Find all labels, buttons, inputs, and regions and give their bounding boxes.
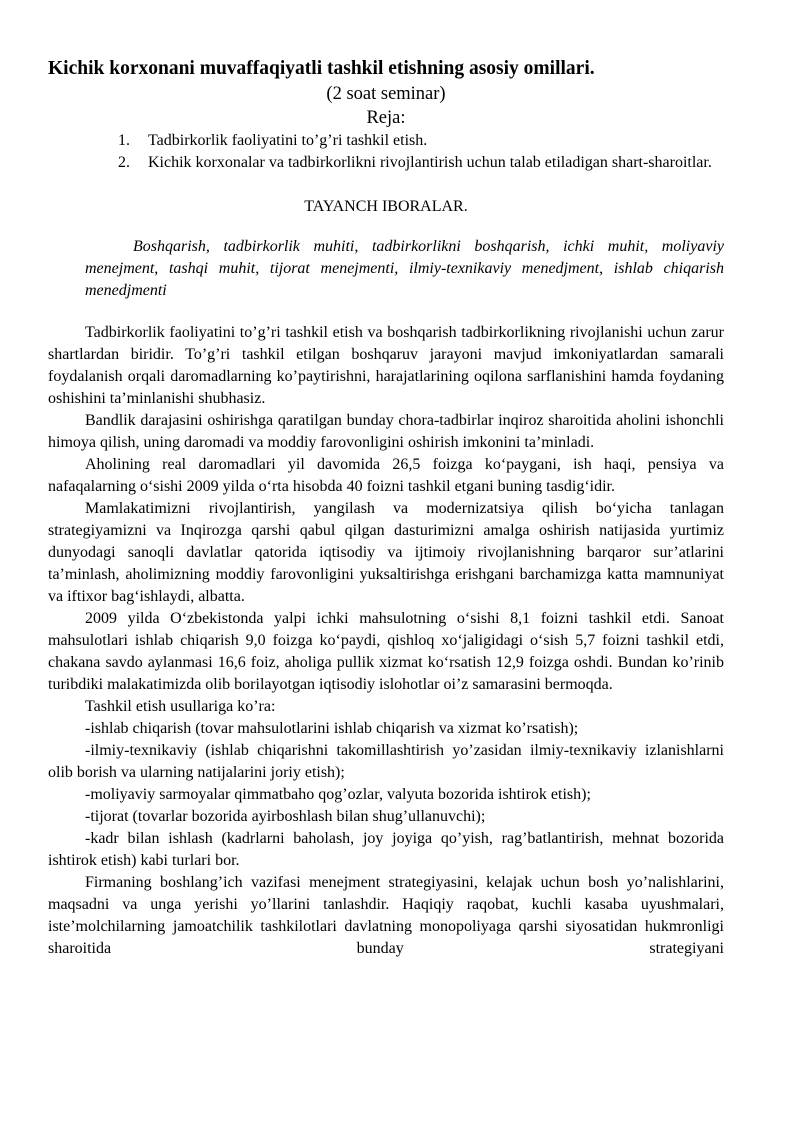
plan-item-number: 2.	[118, 154, 130, 171]
document-subtitle: (2 soat seminar)	[326, 84, 446, 104]
paragraph: 2009 yilda O‘zbekistonda yalpi ichki mahsulotning o‘sishi 8,1 foizni tashkil etdi. Sanoat mahsulotlari ishlab chiqarish 9,0 foizga ko‘paydi, qishloq xo‘jaligidagi o‘sish 5,7 foizni tashkil etdi, chakana savdo aylanmasi 16,6 foiz, aholiga pullik xizmat ko‘rsatish 12,9 foizga oshdi. Bundan ko’rinib turibdiki malakatimizda olib borilayotgan iqtisodiy islohotlar oi’z samarasini bermoqda.	[48, 610, 724, 693]
paragraph: Tadbirkorlik faoliyatini to’g’ri tashkil etish va boshqarish tadbirkorlikning rivojlanishi uchun zarur shartlardan biridir. To’g’ri tashkil etilgan boshqaruv jarayoni mavjud imkoniyatlardan samarali foydalanish orqali daromadlarning ko’paytirishni, harajatlarining oqilona sarflanishini hamda foydaning oshishini ta’minlanishi shubhasiz.	[48, 324, 724, 407]
plan-item	[48, 152, 724, 174]
paragraph: Bandlik darajasini oshirishga qaratilgan bunday chora-tadbirlar inqiroz sharoitida aholini ishonchli himoya qilish, uning daromadi va moddiy farovonligini oshirish imkonini ta’minladi.	[48, 412, 724, 451]
list-item: -kadr bilan ishlash (kadrlarni baholash, joy joyiga qo’yish, rag’batlantirish, mehnat bozorida ishtirok etish) kabi turlari bor.	[48, 830, 724, 869]
document-title: Kichik korxonani muvaffaqiyatli tashkil etishning asosiy omillari.	[48, 58, 595, 79]
paragraph: Firmaning boshlang’ich vazifasi menejment strategiyasini, kelajak uchun bosh yo’nalishlarini, maqsadni va unga yerishi yo’llarini tanlashdir. Haqiqiy raqobat, kuchli kasaba uyushmalari, iste’molchilarning jamoatchilik tashkilotlari davlatning monopoliyaga qarshi siyosatidan hukmronligi sharoitida bunday strategiyani	[48, 874, 724, 957]
document-page	[48, 56, 724, 960]
plan-item-number: 1.	[118, 132, 130, 149]
body-text	[48, 322, 724, 960]
list-item: -tijorat (tovarlar bozorida ayirboshlash bilan shug’ullanuvchi);	[85, 808, 486, 825]
plan-list	[48, 130, 724, 174]
paragraph: Mamlakatimizni rivojlantirish, yangilash va modernizatsiya qilish bo‘yicha tanlagan strategiyamizni va Inqirozga qarshi qabul qilgan dasturimizni amalga oshirish natijasida yurtimiz dunyodagi sanoqli davlatlar qatorida iqtisodiy va ijtimoiy rivojlanishning barqaror sur’atlarini ta’minlash, aholimizning moddiy farovonligini yuksaltirishga erishgani barchamizga katta mamnuniyat va iftixor bag‘ishlaydi, albatta.	[48, 500, 724, 605]
paragraph: Tashkil etish usullariga ko’ra:	[85, 698, 276, 715]
keywords-text: Boshqarish, tadbirkorlik muhiti, tadbirkorlikni boshqarish, ichki muhit, moliyaviy menejment, tashqi muhit, tijorat menejmenti, ilmiy-texnikaviy menedjment, ishlab chiqarish menedjmenti	[85, 238, 724, 299]
list-item: -moliyaviy sarmoyalar qimmatbaho qog’ozlar, valyuta bozorida ishtirok etish);	[85, 786, 591, 803]
paragraph: Aholining real daromadlari yil davomida 26,5 foizga ko‘paygani, ish haqi, pensiya va nafaqalarning o‘sishi 2009 yilda o‘rta hisobda 40 foizni tashkil etgani buning tasdig‘idir.	[48, 456, 724, 495]
plan-item-text: Tadbirkorlik faoliyatini to’g’ri tashkil etish.	[148, 132, 428, 149]
plan-item-text: Kichik korxonalar va tadbirkorlikni rivojlantirish uchun talab etiladigan shart-sharoitlar.	[148, 154, 712, 171]
list-item: -ishlab chiqarish (tovar mahsulotlarini ishlab chiqarish va xizmat ko’rsatish);	[85, 720, 579, 737]
list-item: -ilmiy-texnikaviy (ishlab chiqarishni takomillashtirish yo’zasidan ilmiy-texnikaviy izlanishlarni olib borish va ularning natijalarini joriy etish);	[48, 742, 724, 781]
plan-item	[48, 130, 724, 152]
plan-label: Reja:	[366, 108, 406, 128]
keywords-heading: TAYANCH IBORALAR.	[304, 198, 468, 215]
